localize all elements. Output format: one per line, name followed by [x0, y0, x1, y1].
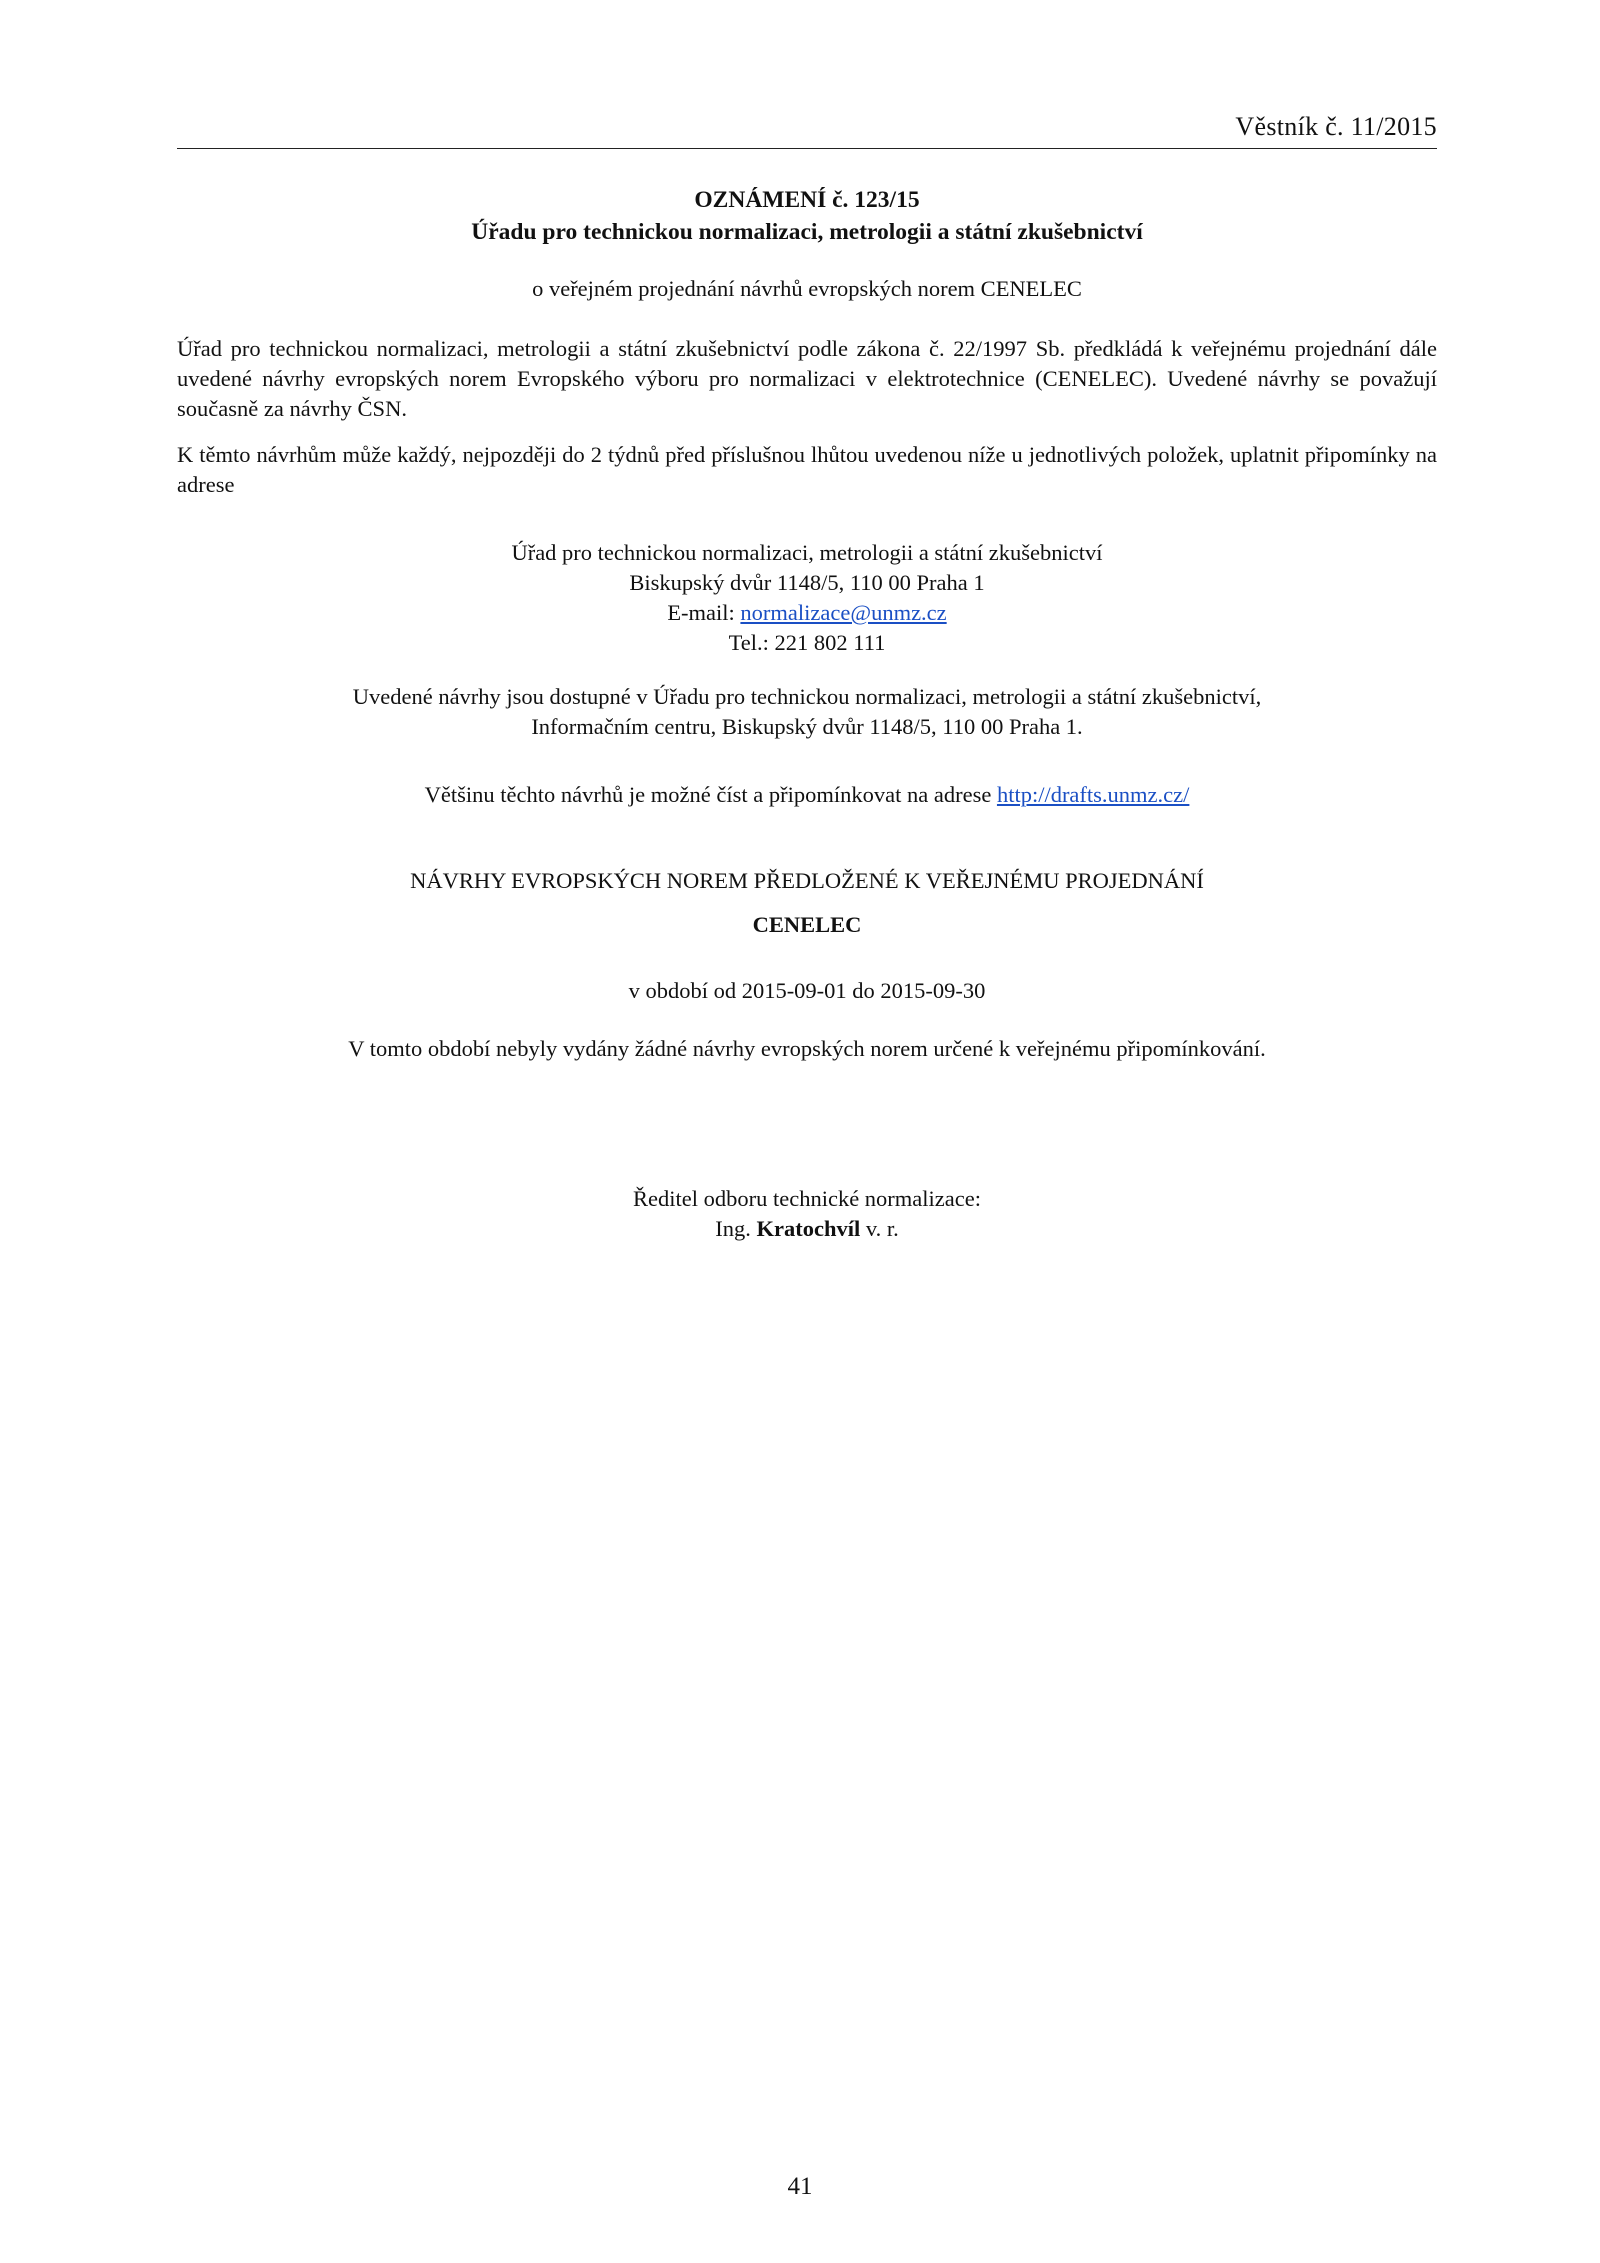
announcement-title: OZNÁMENÍ č. 123/15 — [694, 187, 920, 213]
availability-line-1: Uvedené návrhy jsou dostupné v Úřadu pro technickou normalizaci, metrologii a státní zkušebnictví, — [352, 684, 1262, 709]
document-body — [177, 180, 1437, 1244]
availability-line-2: Informačním centru, Biskupský dvůr 1148/5, 110 00 Praha 1. — [531, 714, 1083, 739]
section-period: v období od 2015-09-01 do 2015-09-30 — [628, 978, 986, 1003]
address-office: Úřad pro technickou normalizaci, metrologii a státní zkušebnictví — [511, 540, 1103, 565]
section-title: NÁVRHY EVROPSKÝCH NOREM PŘEDLOŽENÉ K VEŘEJNÉMU PROJEDNÁNÍ — [410, 868, 1204, 893]
email-label: E-mail: — [667, 600, 741, 625]
drafts-line — [177, 780, 1437, 810]
address-block — [177, 538, 1437, 658]
page-number: 41 — [787, 2173, 813, 2200]
section-organization: CENELEC — [752, 912, 862, 937]
page-header — [177, 110, 1437, 149]
address-email-line — [177, 598, 1437, 628]
signature-name: Kratochvíl — [756, 1216, 861, 1241]
comments-paragraph: K těmto návrhům může každý, nejpozději do 2 týdnů před příslušnou lhůtou uvedenou níže u jednotlivých položek, uplatnit připomínky na adrese — [177, 442, 1437, 497]
address-street: Biskupský dvůr 1148/5, 110 00 Praha 1 — [629, 570, 985, 595]
email-link[interactable]: normalizace@unmz.cz — [740, 600, 947, 625]
address-phone: Tel.: 221 802 111 — [728, 630, 886, 655]
signature-role: Ředitel odboru technické normalizace: — [633, 1186, 981, 1211]
signature-suffix: v. r. — [860, 1216, 899, 1241]
intro-paragraph: Úřad pro technickou normalizaci, metrologii a státní zkušebnictví podle zákona č. 22/1997 Sb. předkládá k veřejnému projednání dále uvedené návrhy evropských norem Evropského výboru pro normalizaci v elektrotechnice (CENELEC). Uvedené návrhy se považují současně za návrhy ČSN. — [177, 336, 1437, 421]
section-note: V tomto období nebyly vydány žádné návrhy evropských norem určené k veřejnému připomínkování. — [348, 1036, 1266, 1061]
signature-prefix: Ing. — [715, 1216, 757, 1241]
journal-issue: Věstník č. 11/2015 — [1235, 112, 1437, 141]
availability-block — [177, 682, 1437, 742]
announcement-issuer: Úřadu pro technickou normalizaci, metrologii a státní zkušebnictví — [471, 219, 1143, 245]
announcement-subject: o veřejném projednání návrhů evropských norem CENELEC — [532, 276, 1082, 301]
signature-name-line — [177, 1214, 1437, 1244]
drafts-link[interactable]: http://drafts.unmz.cz/ — [996, 782, 1190, 807]
drafts-text: Většinu těchto návrhů je možné číst a připomínkovat na adrese — [424, 782, 997, 807]
signature-block — [177, 1184, 1437, 1244]
